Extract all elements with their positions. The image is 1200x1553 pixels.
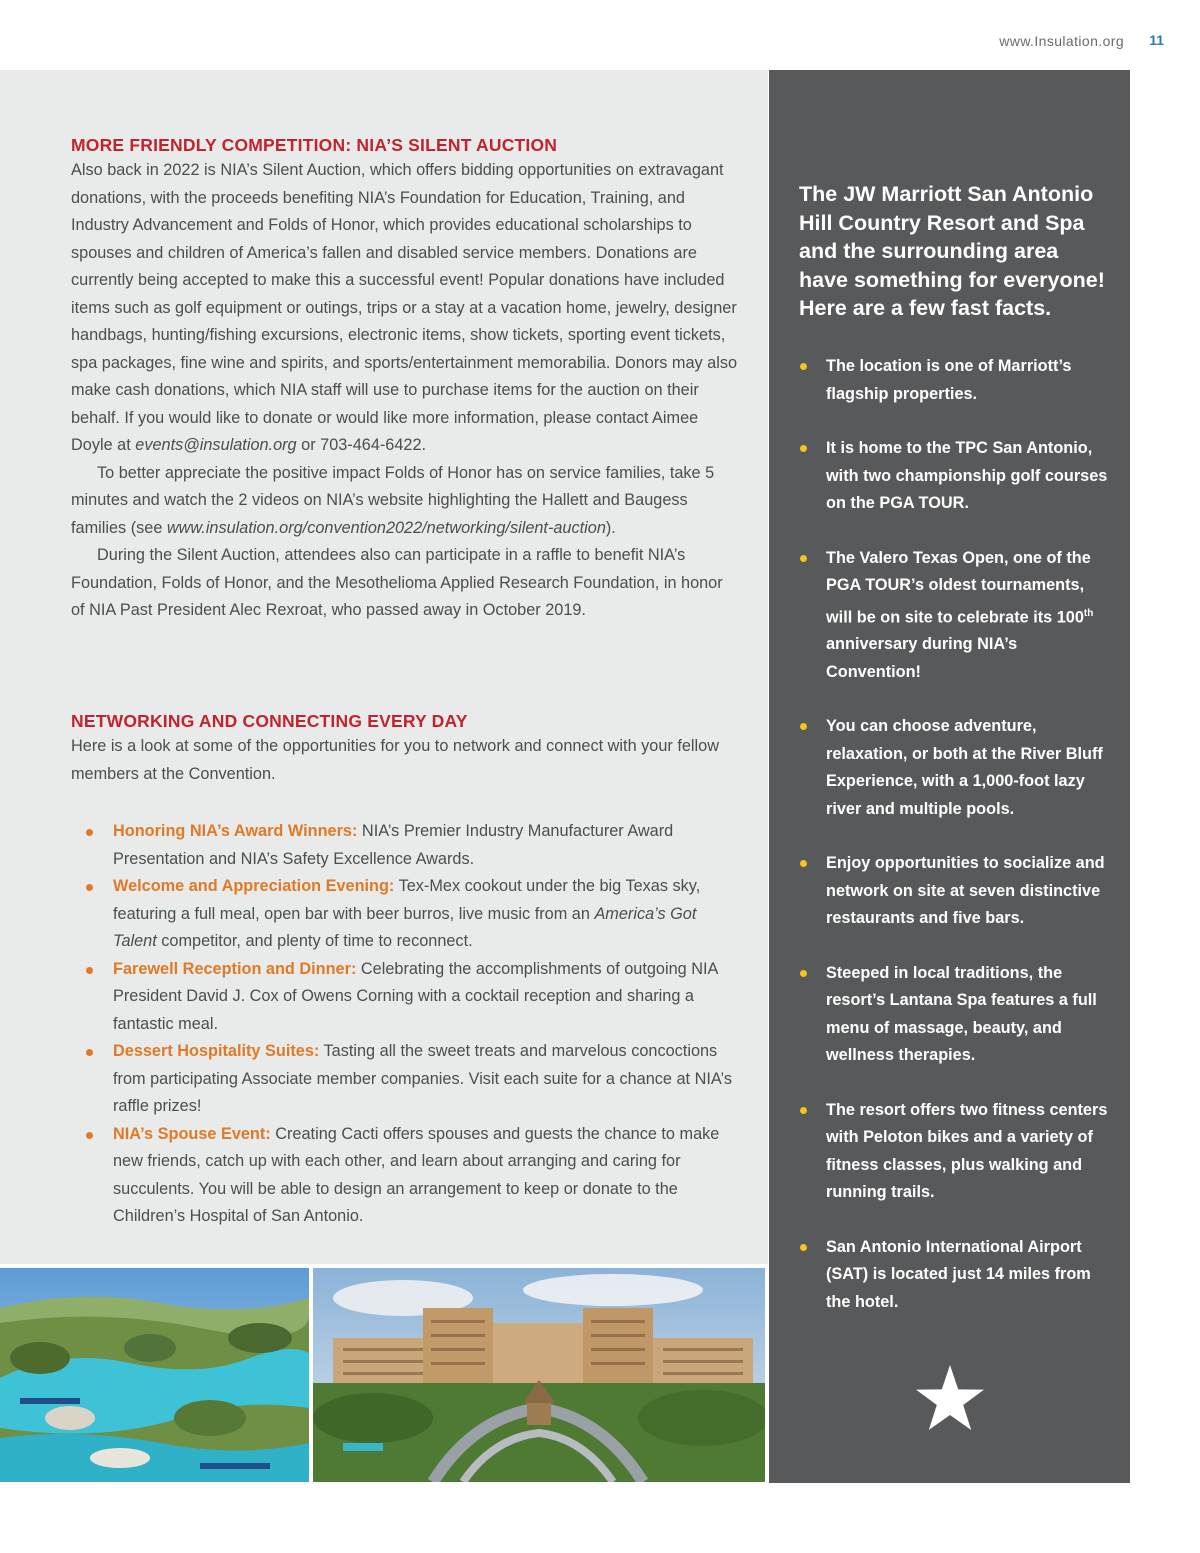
list-item [799, 960, 1109, 1070]
event-description: Creating Cacti offers spouses and guests the chance to make new friends, catch up with each other, and learn about arranging and caring for succulents. You will be able to design an arrangement to keep or donate to the Children’s Hospital of San Antonio. [113, 1124, 720, 1225]
networking-event-list [71, 818, 739, 1231]
event-title: Honoring NIA’s Award Winners: [113, 822, 358, 840]
fact-superscript: th [1083, 607, 1094, 619]
networking-intro: Here is a look at some of the opportunities for you to network and connect with your fellow members at the Convention. [71, 737, 719, 783]
bullet-icon [800, 860, 807, 867]
auction-p1-end: or 703-464-6422. [296, 436, 427, 454]
fact-text: The resort offers two fitness centers with Peloton bikes and a variety of fitness classes, plus walking and running trails. [826, 1100, 1108, 1202]
list-item [71, 818, 739, 873]
auction-section [71, 133, 739, 625]
page-header [0, 0, 1200, 70]
main-article-panel [0, 70, 768, 1264]
bullet-icon [800, 1244, 807, 1251]
fast-facts-list [799, 353, 1109, 1343]
auction-p2-text: To better appreciate the positive impact Folds of Honor has on service families, take 5 minutes and watch the 2 videos on NIA’s website highlighting the Hallett and Baugess families (see [71, 463, 715, 537]
fast-facts-sidebar [769, 70, 1130, 1483]
bullet-icon [800, 363, 807, 370]
bullet-icon [86, 967, 93, 974]
site-url[interactable]: www.Insulation.org [999, 33, 1124, 49]
auction-paragraph-3: During the Silent Auction, attendees also can participate in a raffle to benefit NIA’s Foundation, Folds of Honor, and the Mesothelioma Applied Research Foundation, in honor of NIA Past President Alec Rexroat, who passed away in October 2019. [71, 546, 723, 619]
pool-photo [0, 1268, 309, 1482]
event-description: Tex-Mex cookout under the big Texas sky, featuring a full meal, open bar with beer burros, live music from an [113, 877, 701, 923]
auction-heading: MORE FRIENDLY COMPETITION: NIA’S SILENT AUCTION [71, 135, 558, 155]
event-title: Welcome and Appreciation Evening: [113, 877, 395, 895]
fact-text: San Antonio International Airport (SAT) is located just 14 miles from the hotel. [826, 1237, 1091, 1311]
event-title: Dessert Hospitality Suites: [113, 1042, 320, 1060]
list-item [799, 545, 1109, 687]
list-item [799, 353, 1109, 408]
networking-heading: NETWORKING AND CONNECTING EVERY DAY [71, 711, 468, 731]
event-description: Tasting all the sweet treats and marvelous concoctions from participating Associate member companies. Visit each suite for a chance at NIA’s raffle prizes! [113, 1042, 732, 1115]
fact-text: You can choose adventure, relaxation, or both at the River Bluff Experience, with a 1,000-foot lazy river and multiple pools. [826, 717, 1103, 818]
auction-url-link[interactable]: www.insulation.org/convention2022/networking/silent-auction [166, 518, 606, 537]
bullet-icon [800, 555, 807, 562]
list-item [71, 1121, 739, 1231]
hotel-photo-illustration [313, 1268, 765, 1482]
event-description: Celebrating the accomplishments of outgoing NIA President David J. Cox of Owens Corning with a cocktail reception and sharing a fantastic meal. [113, 959, 718, 1033]
list-item [799, 850, 1109, 933]
auction-p1-text: Also back in 2022 is NIA’s Silent Auction, which offers bidding opportunities on extravagant donations, with the proceeds benefiting NIA’s Foundation for Education, Training, and Industry Advancement and Folds of Honor, which provides educational scholarships to spouses and children of America’s fallen and disabled service members. Donations are currently being accepted to make this a successful event! Popular donations have included items such as golf equipment or outings, trips or a stay at a vacation home, jewelry, designer handbags, hunting/fishing excursions, electronic items, show tickets, sporting event tickets, spa packages, fine wine and spirits, and sports/entertainment memorabilia. Donors may also make cash donations, which NIA staff will use to purchase items for the auction on their behalf. If you would like to donate or would like more information, please contact Aimee Doyle at [71, 161, 738, 454]
sidebar-title: The JW Marriott San Antonio Hill Country Resort and Spa and the surrounding area have something for everyone! Here are a few fast facts. [799, 182, 1105, 320]
list-item [799, 1234, 1109, 1317]
fact-text: Enjoy opportunities to socialize and network on site at seven distinctive restaurants and five bars. [826, 854, 1105, 928]
bullet-icon [86, 829, 93, 836]
bullet-icon [86, 884, 93, 891]
resort-photos [0, 1264, 768, 1484]
pool-photo-illustration [0, 1268, 309, 1482]
fact-text: It is home to the TPC San Antonio, with two championship golf courses on the PGA TOUR. [826, 439, 1108, 512]
list-item [799, 1097, 1109, 1207]
event-title: Farewell Reception and Dinner: [113, 959, 357, 978]
bullet-icon [86, 1049, 93, 1056]
fact-text-end: anniversary during NIA’s Convention! [826, 635, 1018, 681]
fact-text: The location is one of Marriott’s flagship properties. [826, 357, 1072, 403]
event-description-end: competitor, and plenty of time to reconnect. [156, 932, 473, 950]
auction-email-link[interactable]: events@insulation.org [135, 436, 297, 454]
bullet-icon [86, 1132, 93, 1139]
list-item [71, 956, 739, 1039]
fact-text: The Valero Texas Open, one of the PGA TOUR’s oldest tournaments, will be on site to celebrate its 100 [826, 548, 1091, 626]
networking-section [71, 709, 739, 1231]
fact-text: Steeped in local traditions, the resort’s Lantana Spa features a full menu of massage, beauty, and wellness therapies. [826, 963, 1097, 1065]
list-item [71, 873, 739, 956]
bullet-icon [800, 1107, 807, 1114]
star-icon [915, 1365, 985, 1431]
event-description: NIA’s Premier Industry Manufacturer Award Presentation and NIA’s Safety Excellence Awards. [113, 822, 674, 868]
auction-paragraph-1 [71, 157, 739, 460]
bullet-icon [800, 445, 807, 452]
event-italic-text: America’s Got Talent [113, 904, 697, 950]
bullet-icon [800, 723, 807, 730]
list-item [799, 435, 1109, 518]
bullet-icon [800, 970, 807, 977]
list-item [799, 713, 1109, 823]
page-number: 11 [1149, 32, 1164, 48]
auction-p2-end: ). [605, 518, 616, 537]
auction-paragraph-2 [71, 460, 739, 543]
list-item [71, 1038, 739, 1121]
event-title: NIA’s Spouse Event: [113, 1124, 271, 1143]
hotel-photo [313, 1268, 765, 1482]
